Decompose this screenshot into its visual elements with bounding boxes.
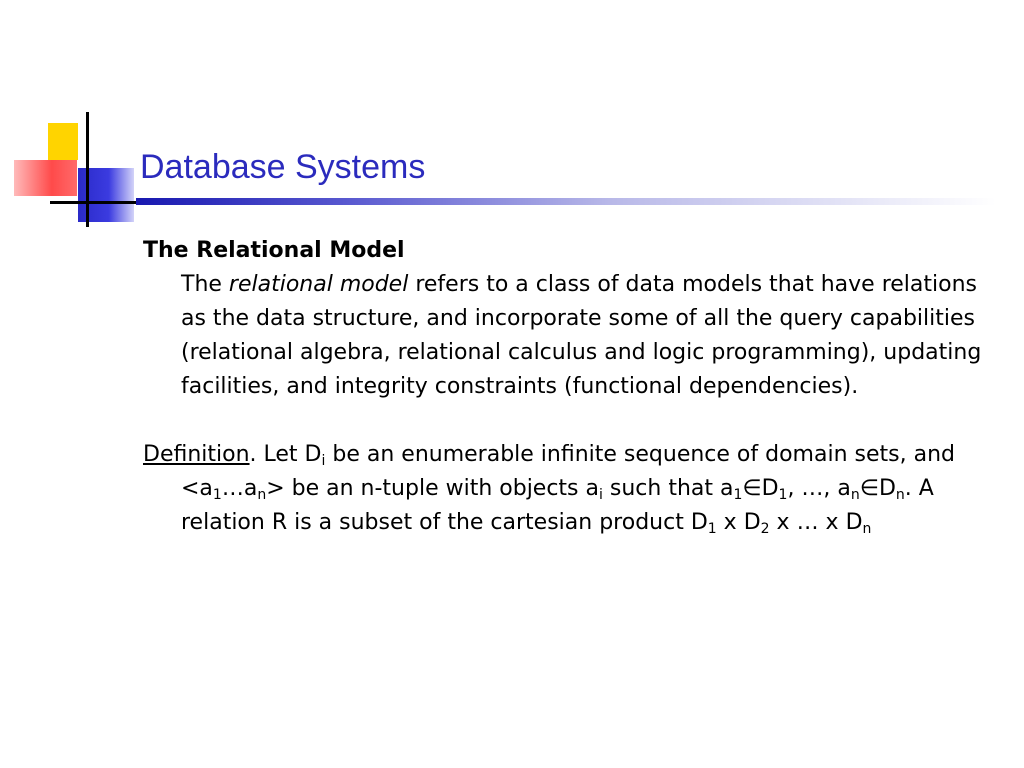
definition-text: . Let D <box>249 442 322 467</box>
definition-subscript: 2 <box>760 521 770 537</box>
definition-text: , …, a <box>787 476 851 501</box>
definition-text: > be an n-tuple with objects a <box>266 476 599 501</box>
definition-text: …a <box>221 476 258 501</box>
logo-horizontal-line <box>50 201 136 204</box>
section-heading: The Relational Model <box>143 238 405 263</box>
definition-text: . A relation R is a subset of the cartesian product D <box>181 476 934 535</box>
definition-subscript: n <box>257 487 267 503</box>
logo-yellow-square <box>48 123 78 160</box>
title-underline-rule <box>136 198 996 205</box>
definition-text: ∈D <box>859 476 896 501</box>
slide-title: Database Systems <box>140 148 426 186</box>
relational-model-paragraph <box>181 268 989 404</box>
definition-subscript: i <box>321 453 326 469</box>
slide-content <box>143 234 993 540</box>
definition-subscript: 1 <box>212 487 222 503</box>
definition-subscript: n <box>850 487 860 503</box>
definition-text: such that a <box>602 476 734 501</box>
definition-text: x D <box>716 510 761 535</box>
definition-text: x … x D <box>769 510 863 535</box>
definition-subscript: i <box>599 487 603 503</box>
paragraph-body: refers to a class of data models that have relations as the data structure, and incorporate some of all the query capabilities (relational algebra, relational calculus and logic programming), updating facilities, and integrity constraints (functional dependencies). <box>181 272 982 399</box>
logo-red-square <box>14 160 77 196</box>
definition-label: Definition <box>143 442 250 467</box>
definition-paragraph <box>143 438 993 540</box>
definition-text: ∈D <box>742 476 779 501</box>
definition-subscript: 1 <box>707 521 717 537</box>
definition-subscript: 1 <box>733 487 743 503</box>
definition-subscript: 1 <box>778 487 788 503</box>
paragraph-emphasis: relational model <box>228 272 409 297</box>
logo-vertical-line <box>86 112 89 227</box>
definition-subscript: n <box>895 487 905 503</box>
slide-logo-decoration <box>0 0 140 240</box>
paragraph-lead: The <box>181 272 229 297</box>
definition-text: be an enumerable infinite sequence of domain sets, and <a <box>181 442 955 501</box>
definition-subscript: n <box>862 521 872 537</box>
